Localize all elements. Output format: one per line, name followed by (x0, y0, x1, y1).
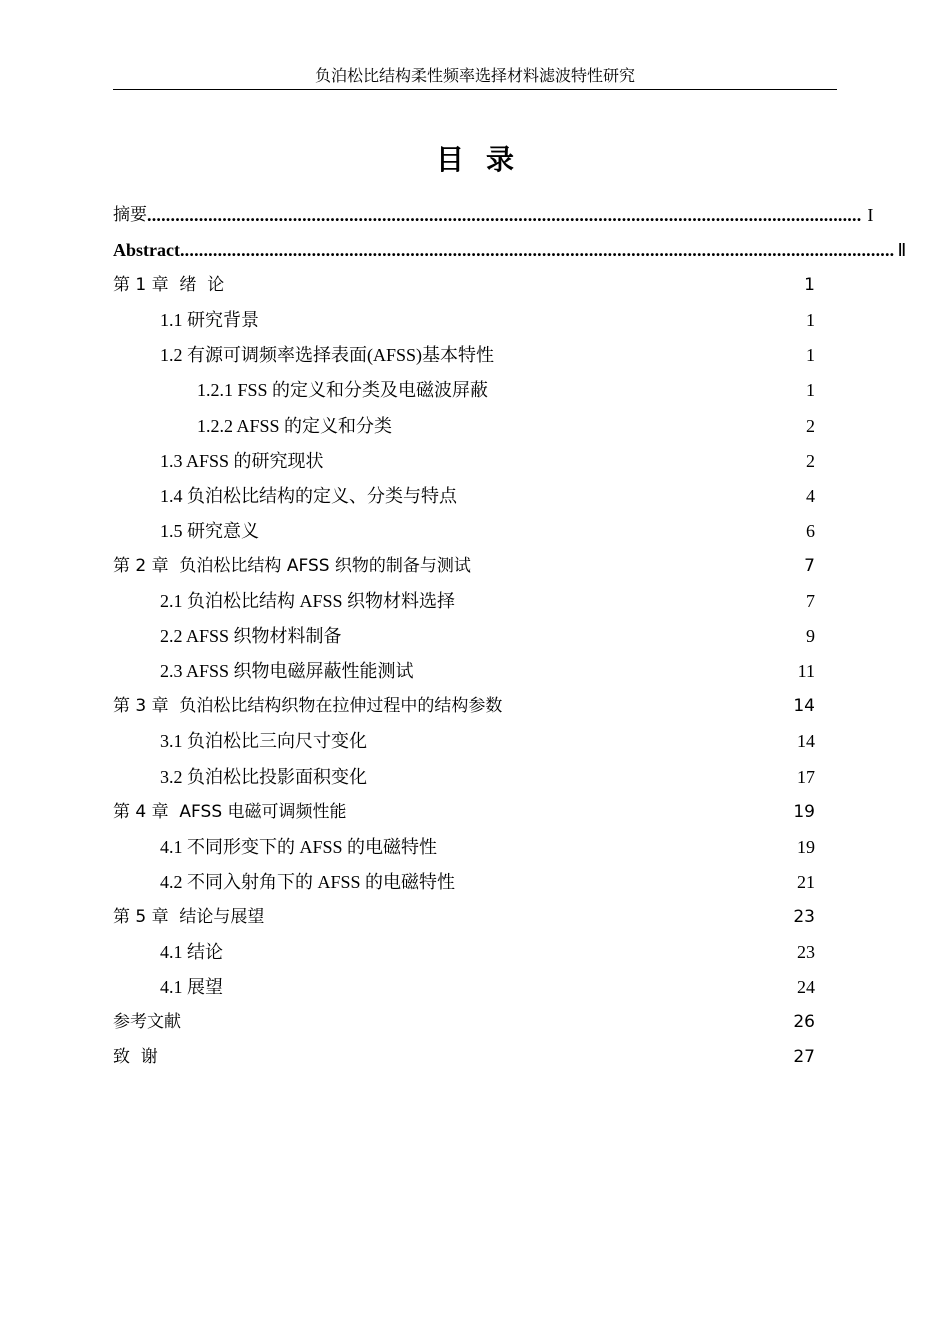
toc-entry-page: 1 (806, 380, 815, 401)
toc-entry-page: Ⅱ (897, 240, 907, 261)
toc-entry[interactable] (113, 1005, 815, 1040)
toc-entry[interactable] (113, 795, 815, 830)
toc-entry-page: 24 (797, 977, 815, 998)
toc-entry[interactable] (113, 654, 815, 689)
toc-entry[interactable] (113, 865, 815, 900)
toc-entry-page: 19 (793, 801, 815, 822)
toc-entry-page: 7 (804, 555, 815, 576)
toc-entry[interactable] (113, 444, 815, 479)
toc-entry-page: 4 (806, 485, 815, 506)
toc-entries (113, 268, 815, 1075)
toc-entry[interactable] (113, 724, 815, 759)
toc-entry-page: 2 (806, 415, 815, 436)
toc-entry-label: 4.2 不同入射角下的 AFSS 的电磁特性 (160, 871, 456, 892)
toc-entry-page: 1 (806, 310, 815, 331)
toc-entry[interactable] (113, 830, 815, 865)
toc-entry-label: 第 1 章 绪 论 (113, 275, 225, 296)
dot-leader: ........................................................................................................................................................ (179, 240, 895, 261)
toc-entry-label: 1.2.2 AFSS 的定义和分类 (197, 415, 393, 436)
toc-entry[interactable] (113, 970, 815, 1005)
toc-entry[interactable] (113, 479, 815, 514)
toc-entry-label: 第 3 章 负泊松比结构织物在拉伸过程中的结构参数 (113, 696, 503, 717)
table-of-contents (113, 198, 907, 1075)
toc-entry-label: 4.1 结论 (160, 941, 223, 962)
toc-entry-page: 9 (806, 626, 815, 647)
toc-entry-page: 14 (797, 731, 815, 752)
toc-entry-label: 2.2 AFSS 织物材料制备 (160, 626, 342, 647)
toc-entry[interactable] (113, 268, 815, 303)
toc-entry-label: 4.1 不同形变下的 AFSS 的电磁特性 (160, 836, 438, 857)
toc-entry-label: 2.1 负泊松比结构 AFSS 织物材料选择 (160, 591, 456, 612)
toc-entry[interactable] (113, 689, 815, 724)
toc-entry-page: 23 (797, 941, 815, 962)
toc-entry-label: 3.2 负泊松比投影面积变化 (160, 766, 367, 787)
toc-entry[interactable] (113, 549, 815, 584)
toc-entry-page: 6 (806, 520, 815, 541)
running-header (113, 66, 837, 90)
toc-entry[interactable] (113, 900, 815, 935)
toc-entry-label: 第 5 章 结论与展望 (113, 906, 265, 927)
toc-title: 目录 (435, 143, 536, 176)
toc-entry-page: 26 (793, 1012, 815, 1033)
toc-entry-label: 1.2 有源可调频率选择表面(AFSS)基本特性 (160, 345, 495, 366)
toc-entry-label: 1.1 研究背景 (160, 310, 259, 331)
toc-entry-page: 2 (806, 450, 815, 471)
toc-entry-abstract-en[interactable] (113, 233, 907, 268)
toc-entry-label: 3.1 负泊松比三向尺寸变化 (160, 731, 367, 752)
toc-entry[interactable] (113, 373, 815, 408)
toc-entry[interactable] (113, 1040, 815, 1075)
toc-entry-label: 4.1 展望 (160, 977, 223, 998)
toc-entry-label: 1.2.1 FSS 的定义和分类及电磁波屏蔽 (197, 380, 489, 401)
toc-entry[interactable] (113, 584, 815, 619)
toc-entry-label: 第 2 章 负泊松比结构 AFSS 织物的制备与测试 (113, 555, 471, 576)
toc-entry-page: 1 (806, 345, 815, 366)
toc-entry[interactable] (113, 514, 815, 549)
toc-entry-label: 2.3 AFSS 织物电磁屏蔽性能测试 (160, 661, 414, 682)
toc-entry[interactable] (113, 338, 815, 373)
toc-entry-label: 致 谢 (113, 1047, 158, 1068)
toc-entry-label: 1.3 AFSS 的研究现状 (160, 450, 324, 471)
toc-entry[interactable] (113, 935, 815, 970)
toc-entry[interactable] (113, 619, 815, 654)
toc-entry-page: 7 (806, 591, 815, 612)
header-text: 负泊松比结构柔性频率选择材料滤波特性研究 (314, 68, 635, 85)
toc-entry-label: 1.4 负泊松比结构的定义、分类与特点 (160, 485, 457, 506)
toc-entry-abstract-cn[interactable] (113, 198, 874, 233)
toc-entry[interactable] (113, 760, 815, 795)
toc-entry-page: 14 (793, 696, 815, 717)
toc-entry-page: 21 (797, 871, 815, 892)
toc-entry-label: 第 4 章 AFSS 电磁可调频性能 (113, 801, 347, 822)
toc-entry-label: 1.5 研究意义 (160, 520, 259, 541)
toc-entry-label: 参考文献 (113, 1012, 181, 1033)
toc-entry-page: 1 (804, 275, 815, 296)
dot-leader: ........................................................................................................................................................ (147, 205, 862, 226)
toc-entry[interactable] (113, 409, 815, 444)
toc-entry-page: 17 (797, 766, 815, 787)
toc-entry-page: 11 (797, 661, 815, 682)
toc-entry-page: I (867, 205, 874, 225)
toc-entry-page: 19 (797, 836, 815, 857)
toc-entry-page: 27 (793, 1047, 815, 1068)
toc-entry-label: Abstract (113, 240, 180, 261)
toc-entry[interactable] (113, 303, 815, 338)
toc-entry-page: 23 (793, 906, 815, 927)
toc-entry-label: 摘要 (113, 205, 147, 225)
